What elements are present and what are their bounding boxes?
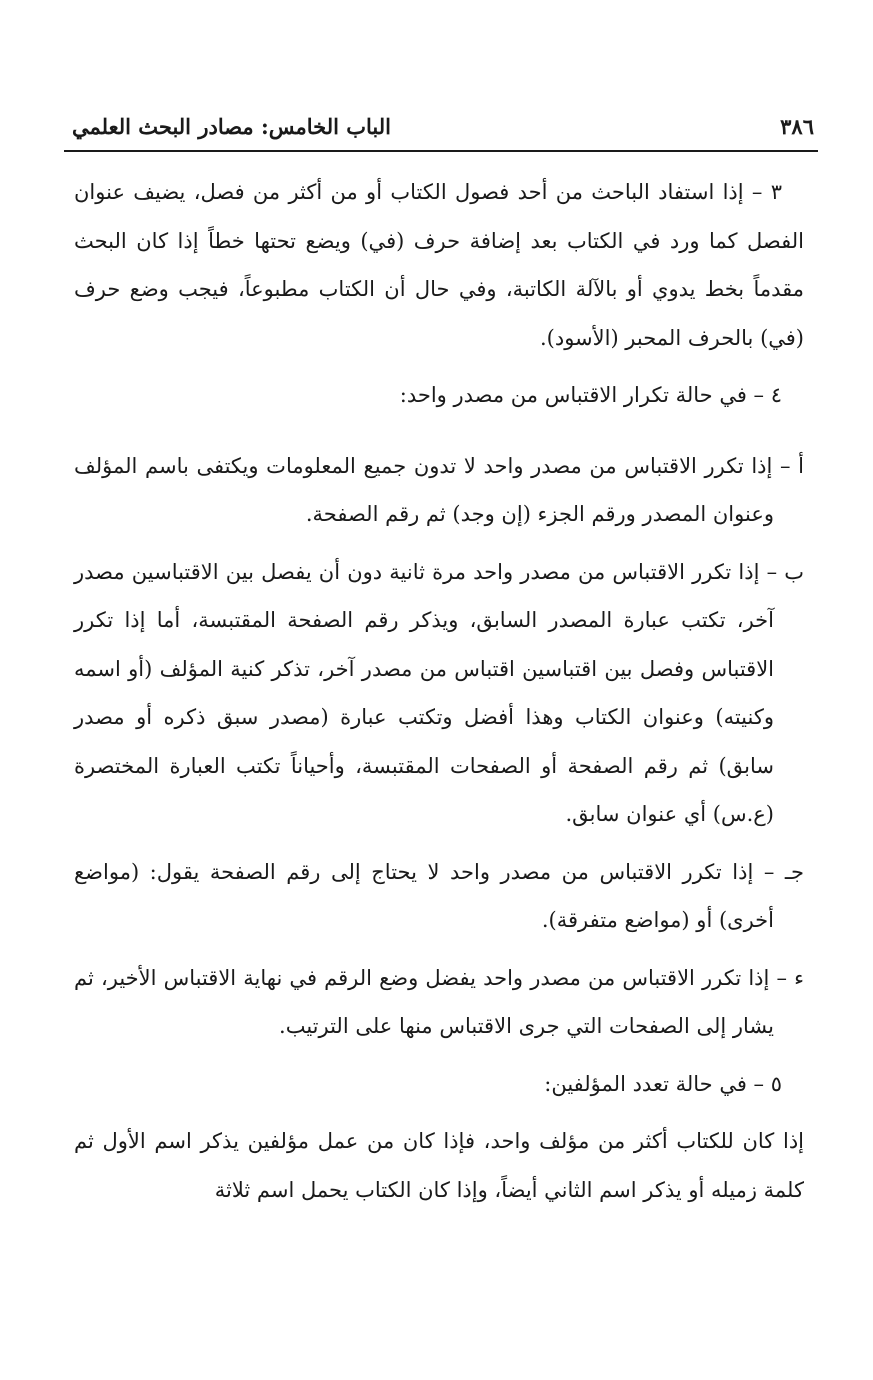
paragraph-authors: إذا كان للكتاب أكثر من مؤلف واحد، فإذا كان من عمل مؤلفين يذكر اسم الأول ثم كلمة زميله أو يذكر اسم الثاني أيضاً، وإذا كان الكتاب يحمل اسم ثلاثة bbox=[74, 1129, 804, 1202]
paragraph-item-5-heading: ٥ – في حالة تعدد المؤلفين: bbox=[544, 1071, 782, 1096]
header-rule bbox=[64, 150, 818, 152]
chapter-title: الباب الخامس: مصادر البحث العلمي bbox=[72, 114, 391, 139]
paragraph-subitem-alif: أ – إذا تكرر الاقتباس من مصدر واحد لا تدون جميع المعلومات ويكتفى باسم المؤلف وعنوان المصدر ورقم الجزء (إن وجد) ثم رقم الصفحة. bbox=[74, 453, 804, 526]
running-header bbox=[64, 110, 818, 152]
paragraph-subitem-jim: جـ – إذا تكرر الاقتباس من مصدر واحد لا يحتاج إلى رقم الصفحة يقول: (مواضع أخرى) أو (مواضع متفرقة). bbox=[74, 859, 804, 932]
body-text bbox=[74, 168, 804, 1214]
paragraph-subitem-hamza: ء – إذا تكرر الاقتباس من مصدر واحد يفضل وضع الرقم في نهاية الاقتباس الأخير، ثم يشار إلى الصفحات التي جرى الاقتباس منها على الترتيب. bbox=[74, 965, 804, 1038]
paragraph-item-3: ٣ – إذا استفاد الباحث من أحد فصول الكتاب أو من أكثر من فصل، يضيف عنوان الفصل كما ورد في الكتاب بعد إضافة حرف (في) ويضع تحتها خطاً إذا كان البحث مقدماً بخط يدوي أو بالآلة الكاتبة، وفي حال أن الكتاب مطبوعاً، فيجب وضع حرف (في) بالحرف المحبر (الأسود). bbox=[74, 180, 804, 350]
paragraph-item-4-heading: ٤ – في حالة تكرار الاقتباس من مصدر واحد: bbox=[399, 383, 782, 407]
paragraph-subitem-ba: ب – إذا تكرر الاقتباس من مصدر واحد مرة ثانية دون أن يفصل بين الاقتباسين مصدر آخر، تكتب عبارة المصدر السابق، ويذكر رقم الصفحة المقتبسة، أما إذا تكرر الاقتباس وفصل بين اقتباسين اقتباس من مصدر آخر، تذكر كنية المؤلف (أو اسمه وكنيته) وعنوان الكتاب وهذا أفضل وتكتب عبارة (مصدر سبق ذكره أو مصدر سابق) ثم رقم الصفحة أو الصفحات المقتبسة، وأحياناً تكتب العبارة المختصرة (ع.س) أي عنوان سابق. bbox=[74, 559, 804, 826]
page-number: ٣٨٦ bbox=[780, 114, 814, 139]
